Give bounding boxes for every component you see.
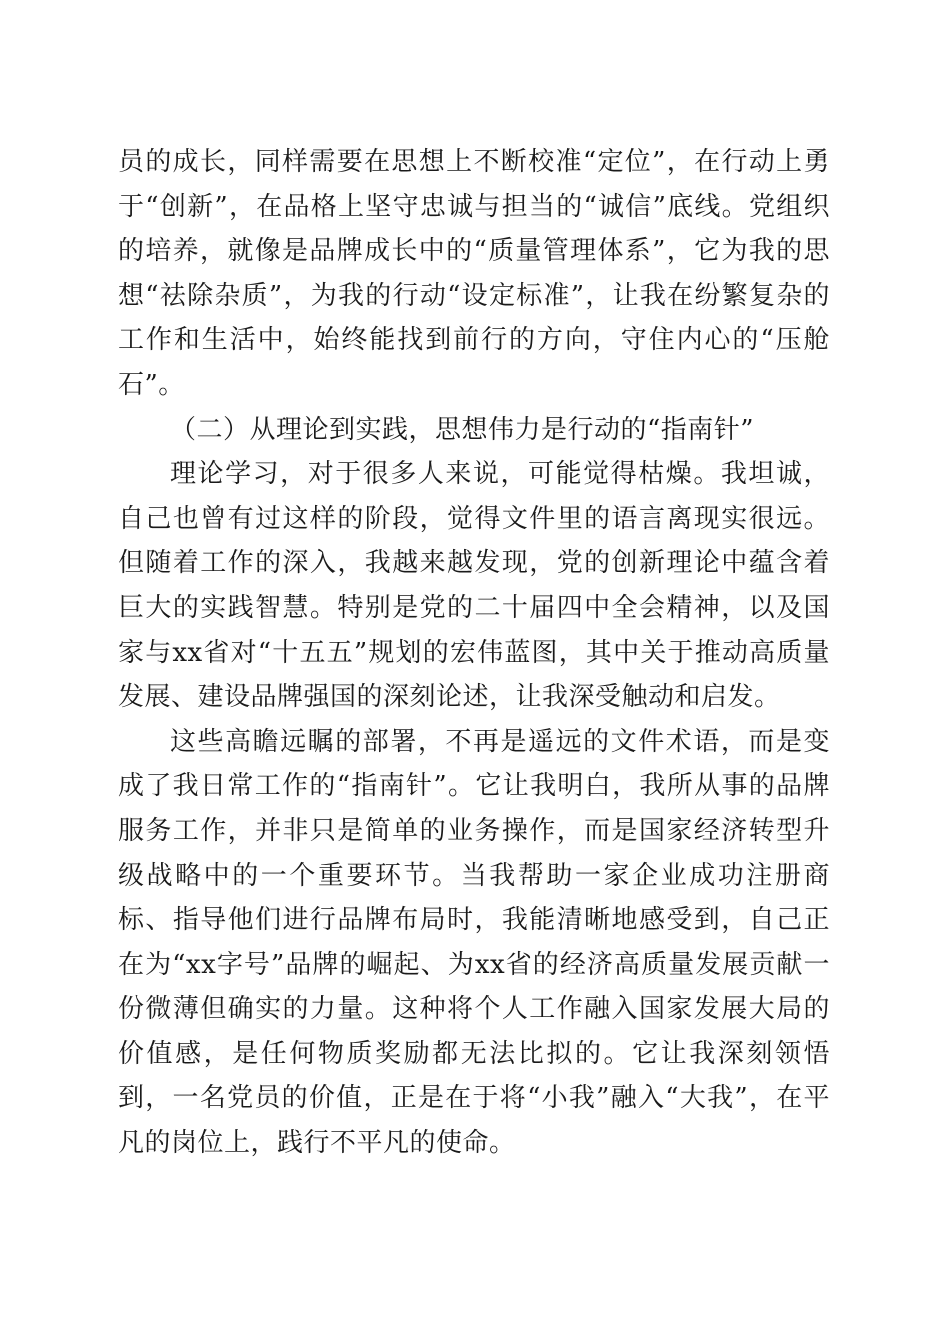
document-body	[118, 140, 830, 1166]
paragraph-compass: 这些高瞻远瞩的部署，不再是遥远的文件术语，而是变成了我日常工作的“指南针”。它让我明白，我所从事的品牌服务工作，并非只是简单的业务操作，而是国家经济转型升级战略中的一个重要环节。当我帮助一家企业成功注册商标、指导他们进行品牌布局时，我能清晰地感受到，自己正在为“xx字号”品牌的崛起、为xx省的经济高质量发展贡献一份微薄但确实的力量。这种将个人工作融入国家发展大局的价值感，是任何物质奖励都无法比拟的。它让我深刻领悟到，一名党员的价值，正是在于将“小我”融入“大我”，在平凡的岗位上，践行不平凡的使命。	[118, 726, 830, 1159]
paragraph-continuation: 员的成长，同样需要在思想上不断校准“定位”，在行动上勇于“创新”，在品格上坚守忠诚与担当的“诚信”底线。党组织的培养，就像是品牌成长中的“质量管理体系”，它为我的思想“祛除杂质”，为我的行动“设定标准”，让我在纷繁复杂的工作和生活中，始终能找到前行的方向，守住内心的“压舱石”。	[118, 147, 830, 400]
paragraph-theory-study: 理论学习，对于很多人来说，可能觉得枯燥。我坦诚，自己也曾有过这样的阶段，觉得文件里的语言离现实很远。但随着工作的深入，我越来越发现，党的创新理论中蕴含着巨大的实践智慧。特别是党的二十届四中全会精神，以及国家与xx省对“十五五”规划的宏伟蓝图，其中关于推动高质量发展、建设品牌强国的深刻论述，让我深受触动和启发。	[118, 459, 830, 713]
section-heading: （二）从理论到实践，思想伟力是行动的“指南针”	[170, 414, 755, 445]
